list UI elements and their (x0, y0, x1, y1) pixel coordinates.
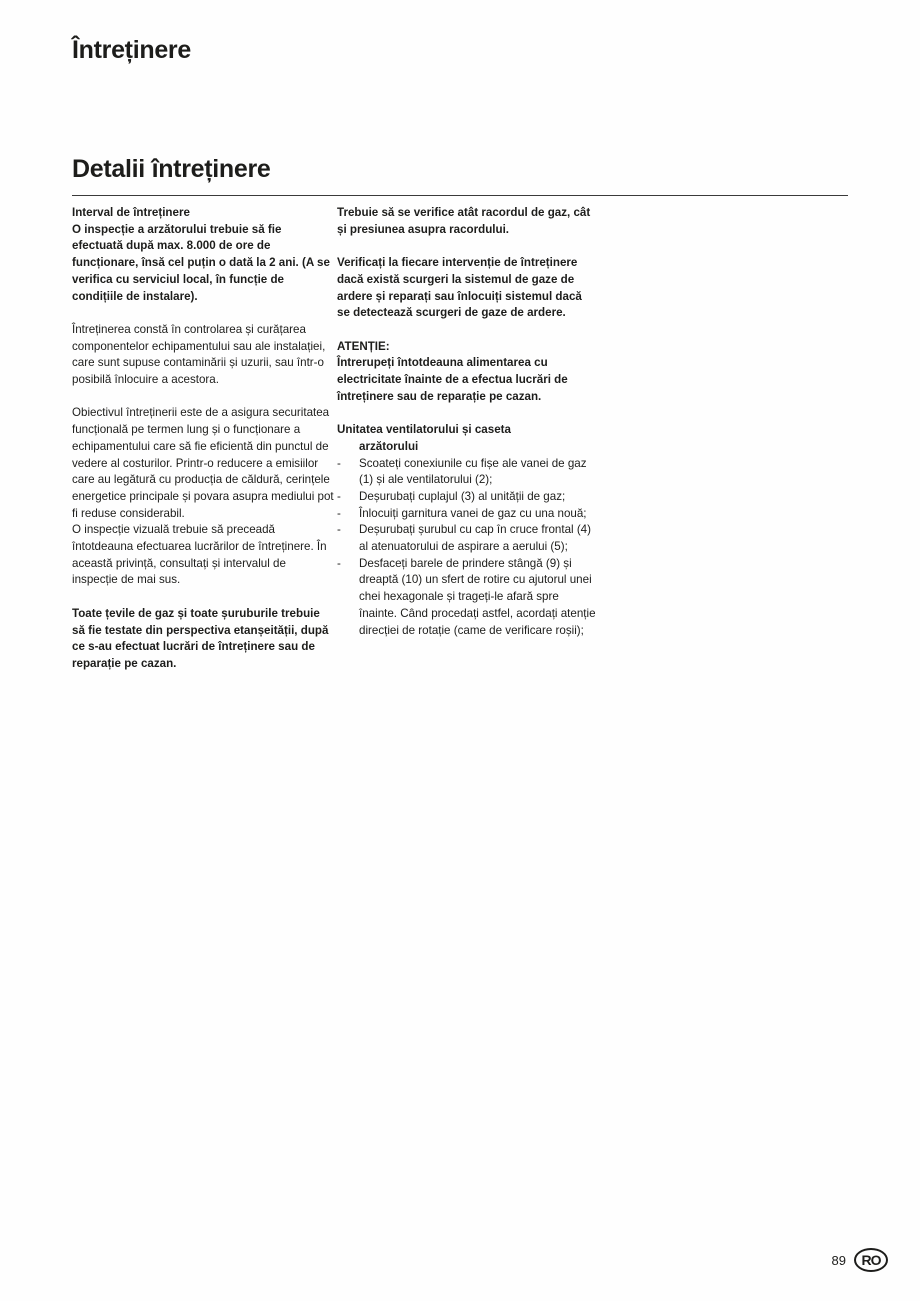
flue-gas-check: Verificați la fiecare intervenție de întreținere dacă există scurgeri la sistemul de gaze de ardere și reparați sau înlocuiți sistemul dacă se detectează scurgeri de gaze de ardere. (337, 256, 582, 320)
section-title: Detalii întreținere (72, 155, 271, 183)
language-badge: RO (854, 1248, 888, 1272)
maintenance-objective (72, 405, 334, 589)
interval-heading: Interval de întreținere (72, 206, 190, 219)
procedure-steps (337, 456, 597, 640)
interval-text: O inspecție a arzătorului trebuie să fie efectuată după max. 8.000 de ore de funcționare, însă cel puțin o dată la 2 ani. (A se verifica cu serviciul local, în funcție de condițiile de instalare). (72, 222, 330, 303)
list-item: - Înlocuiți garnitura vanei de gaz cu una nouă; (337, 506, 597, 523)
page-number: 89 (831, 1252, 846, 1268)
visual-inspection-text: O inspecție vizuală trebuie să preceadă întotdeauna efectuarea lucrărilor de întreținere. În această privință, consultați și intervalul de inspecție de mai sus. (72, 523, 327, 587)
page-title: Întreținere (72, 36, 191, 64)
page-footer (832, 1248, 888, 1272)
warning-label: ATENȚIE: (337, 339, 390, 353)
list-item: - Scoateți conexiunile cu fișe ale vanei de gaz (1) și ale ventilatorului (2); (337, 456, 587, 487)
bullet-dash: - (337, 523, 341, 537)
bullet-dash: - (337, 456, 341, 470)
fan-unit-heading: Unitatea ventilatorului și caseta arzătorului (337, 423, 511, 453)
warning-block (337, 339, 597, 406)
objective-text: Obiectivul întreținerii este de a asigura securitatea funcțională pe termen lung și o funcționare a echipamentului care să fie eficientă din punctul de vedere al costurilor. Printr-o reducere a emisiilor care au legătură cu producția de căldură, cerințele energetice principale și povara asupra mediului pot fi reduse considerabil. (72, 406, 334, 520)
column-left (72, 205, 334, 689)
maintenance-interval-block (72, 205, 334, 305)
warning-text: Întrerupeți întotdeauna alimentarea cu electricitate înainte de a efectua lucrări de întreținere sau de reparație pe cazan. (337, 356, 568, 403)
list-item: - Deșurubați cuplajul (3) al unității de gaz; (337, 489, 597, 506)
list-item: - Deșurubați șurubul cu cap în cruce frontal (4) al atenuatorului de aspirare a aerului (5); (337, 523, 591, 554)
list-item: - Desfaceți barele de prindere stângă (9) și dreaptă (10) un sfert de rotire cu ajutorul unei chei hexagonale și trageți-le afară spre înainte. Când procedați astfel, acordați atenție direcției de rotație (came de verificare roșii); (337, 556, 596, 637)
bullet-dash: - (337, 489, 341, 503)
maintenance-description: Întreținerea constă în controlarea și curățarea componentelor echipamentului sau ale instalației, care sunt supuse contaminării și uzurii, sau într-o posibilă înlocuire a acestora. (72, 322, 326, 387)
column-right (337, 205, 597, 639)
leak-test-notice: Toate țevile de gaz și toate șuruburile trebuie să fie testate din perspectiva etanșeității, după ce s-au efectuat lucrări de întreținere sau de reparație pe cazan. (72, 606, 329, 670)
section-divider (72, 195, 848, 196)
gas-connection-check: Trebuie să se verifice atât racordul de gaz, cât și presiunea asupra racordului. (337, 206, 591, 236)
bullet-dash: - (337, 556, 341, 570)
bullet-dash: - (337, 506, 341, 520)
